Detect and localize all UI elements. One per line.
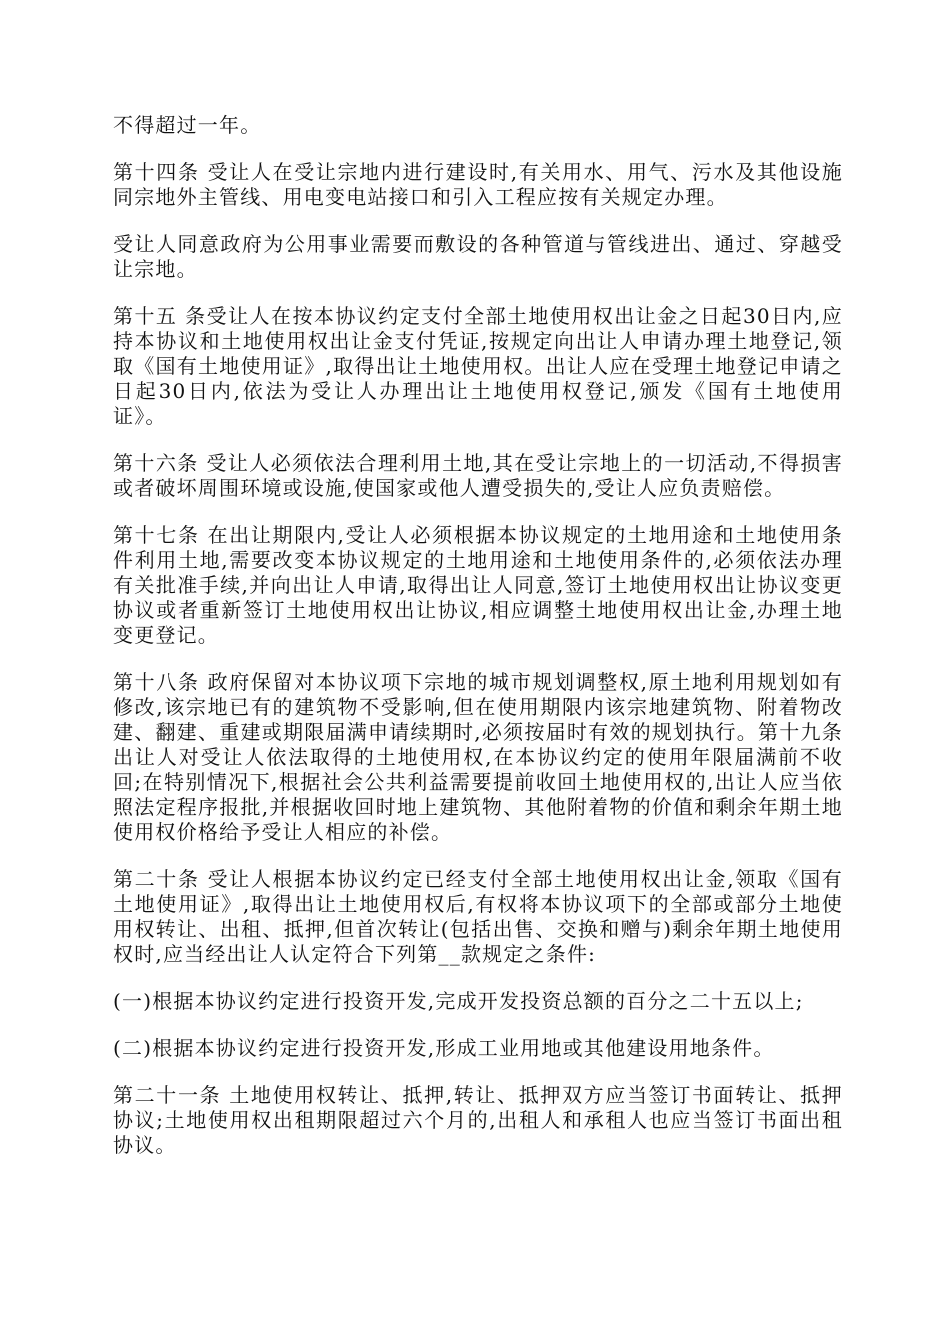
paragraph-article-18-19: 第十八条 政府保留对本协议项下宗地的城市规划调整权,原土地利用规划如有修改,该宗地已有的建筑物不受影响,但在使用期限内该宗地建筑物、附着物改建、翻建、重建或期限届满申请续期时,必须按届时有效的规划执行。第十九条出让人对受让人依法取得的土地使用权,在本协议约定的使用年限届满前不收回;在特别情况下,根据社会公共利益需要提前收回土地使用权的,出让人应当依照法定程序报批,并根据收回时地上建筑物、其他附着物的价值和剩余年期土地使用权价格给予受让人相应的补偿。 <box>113 670 843 844</box>
paragraph-article-16: 第十六条 受让人必须依法合理利用土地,其在受让宗地上的一切活动,不得损害或者破坏周围环境或设施,使国家或他人遭受损失的,受让人应负责赔偿。 <box>113 451 843 500</box>
paragraph-article-21: 第二十一条 土地使用权转让、抵押,转让、抵押双方应当签订书面转让、抵押协议;土地使用权出租期限超过六个月的,出租人和承租人也应当签订书面出租协议。 <box>113 1083 843 1157</box>
paragraph-article-15: 第十五 条受让人在按本协议约定支付全部土地使用权出让金之日起30日内,应持本协议和土地使用权出让金支付凭证,按规定向出让人申请办理土地登记,领取《国有土地使用证》,取得出让土地使用权。出让人应在受理土地登记申请之日起30日内,依法为受让人办理出让土地使用权登记,颁发《国有土地使用证》。 <box>113 304 843 428</box>
paragraph-public-utility-pipelines: 受让人同意政府为公用事业需要而敷设的各种管道与管线进出、通过、穿越受让宗地。 <box>113 232 843 281</box>
paragraph-article-17: 第十七条 在出让期限内,受让人必须根据本协议规定的土地用途和土地使用条件利用土地,需要改变本协议规定的土地用途和土地使用条件的,必须依法办理有关批准手续,并向出让人申请,取得出让人同意,签订土地使用权出让协议变更协议或者重新签订土地使用权出让协议,相应调整土地使用权出让金,办理土地变更登记。 <box>113 523 843 647</box>
paragraph-condition-2: (二)根据本协议约定进行投资开发,形成工业用地或其他建设用地条件。 <box>113 1036 775 1060</box>
paragraph-article-14: 第十四条 受让人在受让宗地内进行建设时,有关用水、用气、污水及其他设施同宗地外主管线、用电变电站接口和引入工程应按有关规定办理。 <box>113 160 843 209</box>
document-body <box>113 113 843 1180</box>
paragraph-article-20: 第二十条 受让人根据本协议约定已经支付全部土地使用权出让金,领取《国有土地使用证》,取得出让土地使用权后,有权将本协议项下的全部或部分土地使用权转让、出租、抵押,但首次转让(包括出售、交换和赠与)剩余年期土地使用权时,应当经出让人认定符合下列第__款规定之条件: <box>113 867 843 966</box>
paragraph-term-limit: 不得超过一年。 <box>113 113 262 137</box>
paragraph-condition-1: (一)根据本协议约定进行投资开发,完成开发投资总额的百分之二十五以上; <box>113 989 804 1013</box>
